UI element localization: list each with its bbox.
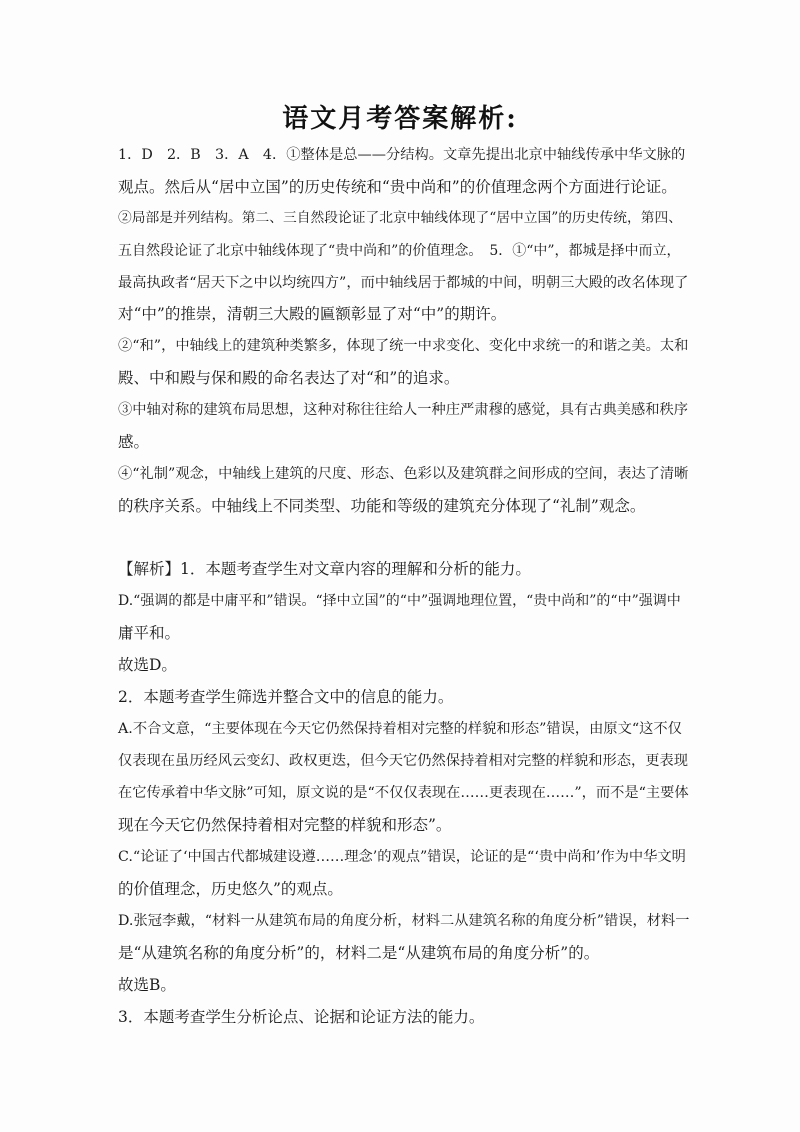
text-line: ③中轴对称的建筑布局思想，这种对称往往给人一种庄严肃穆的感觉，具有古典美感和秩序 <box>118 402 689 418</box>
text-line: 现在今天它仍然保持着相对完整的样貌和形态”。 <box>118 816 452 834</box>
text-line: D.张冠李戴，“材料一从建筑布局的角度分析，材料二从建筑名称的角度分析”错误，材料一 <box>118 913 690 929</box>
text-line: 最高执政者“居天下之中以均统四方”，而中轴线居于都城的中间，明朝三大殿的改名体现了 <box>118 275 689 291</box>
text-line: 殿、中和殿与保和殿的命名表达了对“和”的追求。 <box>118 369 460 387</box>
text-line: ②“和”，中轴线上的建筑种类繁多，体现了统一中求变化、变化中求统一的和谐之美。太和 <box>118 338 689 354</box>
text-line: 2．本题考查学生筛选并整合文中的信息的能力。 <box>118 688 454 706</box>
text-line: 故选B。 <box>118 976 176 994</box>
text-line: 庸平和。 <box>118 624 181 642</box>
text-line: 是“从建筑名称的角度分析”的，材料二是“从建筑布局的角度分析”的。 <box>118 944 600 962</box>
page-title: 语文月考答案解析: <box>282 104 518 134</box>
text-line: 五自然段论证了北京中轴线体现了“贵中尚和”的价值理念。 5．①“中”，都城是择中而立， <box>118 243 681 259</box>
text-line: 对“中”的推崇，清朝三大殿的匾额彰显了对“中”的期许。 <box>118 305 507 323</box>
text-line: 故选D。 <box>118 656 177 674</box>
text-line: ④“礼制”观念，中轴线上建筑的尺度、形态、色彩以及建筑群之间形成的空间，表达了清晰 <box>118 466 689 482</box>
text-line: 3．本题考查学生分析论点、论据和论证方法的能力。 <box>118 1008 485 1026</box>
text-line: 的秩序关系。中轴线上不同类型、功能和等级的建筑充分体现了“礼制”观念。 <box>118 497 646 515</box>
text-line: 仅表现在虽历经风云变幻、政权更迭，但今天它仍然保持着相对完整的样貌和形态，更表现 <box>118 753 689 769</box>
text-line: D.“强调的都是中庸平和”错误。“择中立国”的“中”强调地理位置，“贵中尚和”的“中”强调中 <box>118 593 681 609</box>
text-line: 感。 <box>118 433 150 451</box>
text-line: C.“论证了‘中国古代都城建设遵……理念’的观点”错误，论证的是“‘贵中尚和’作为中华文明 <box>118 849 686 865</box>
text-line: 在它传承着中华文脉”可知，原文说的是“不仅仅表现在……更表现在……”，而不是“主要体 <box>118 785 689 801</box>
text-line: ②局部是并列结构。第二、三自然段论证了北京中轴线体现了“居中立国”的历史传统，第四、 <box>118 210 683 226</box>
text-line: 的价值理念，历史悠久”的观点。 <box>118 880 343 898</box>
text-line: 观点。然后从“居中立国”的历史传统和“贵中尚和”的价值理念两个方面进行论证。 <box>118 178 677 196</box>
text-line: 1．D 2．B 3．A 4．①整体是总——分结构。文章先提出北京中轴线传承中华文脉的 <box>118 147 686 163</box>
analysis-heading-line: 【解析】1．本题考查学生对文章内容的理解和分析的能力。 <box>118 560 531 578</box>
text-line: A.不合文意，“主要体现在今天它仍然保持着相对完整的样貌和形态”错误，由原文“这不仅 <box>118 721 682 737</box>
